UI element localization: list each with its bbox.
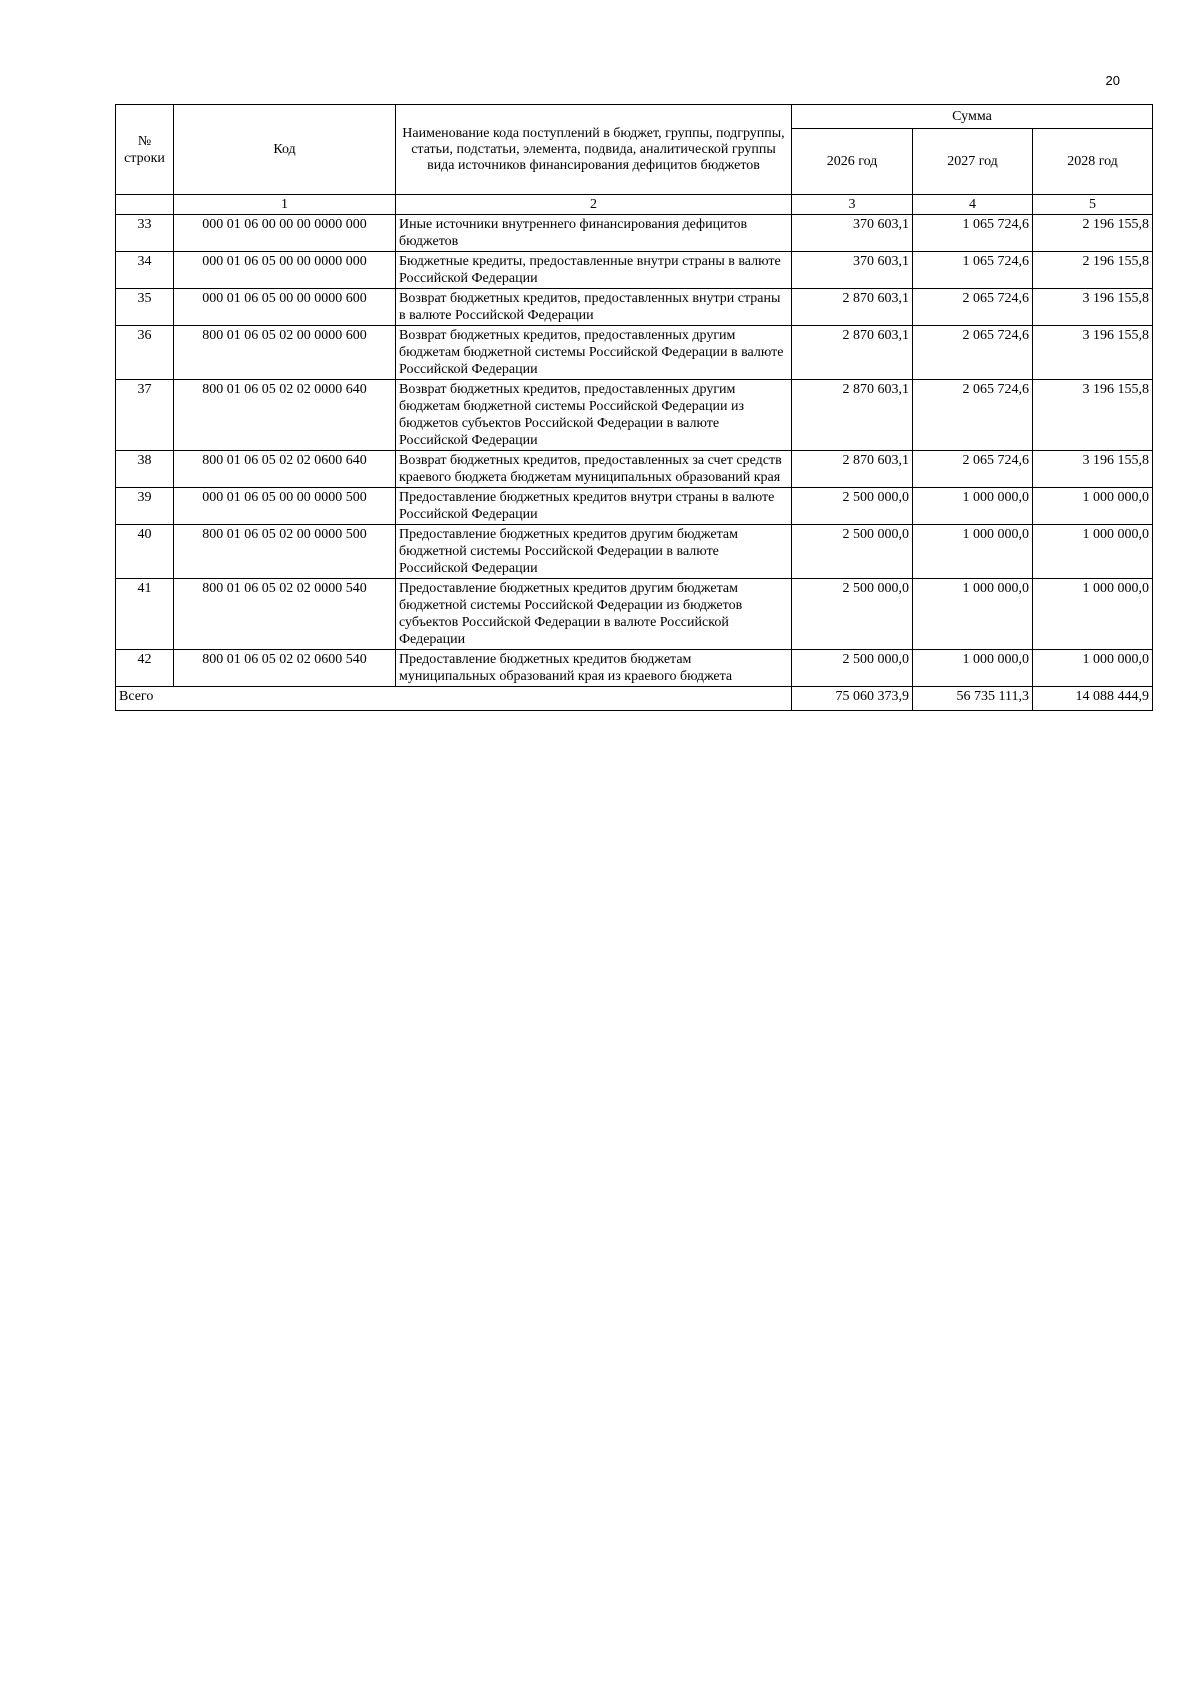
column-number: 3: [792, 195, 913, 215]
row-amount-2027: 2 065 724,6: [913, 380, 1033, 451]
row-amount-2028: 3 196 155,8: [1033, 289, 1153, 326]
row-name: Возврат бюджетных кредитов, предоставленных внутри страны в валюте Российской Федерации: [396, 289, 792, 326]
row-amount-2028: 2 196 155,8: [1033, 215, 1153, 252]
table-row: [116, 289, 1153, 326]
row-amount-2027: 2 065 724,6: [913, 289, 1033, 326]
table-row: [116, 451, 1153, 488]
header-name: Наименование кода поступлений в бюджет, группы, подгруппы, статьи, подстатьи, элемента, подвида, аналитической группы вида источников финансирования дефицитов бюджетов: [396, 105, 792, 195]
row-code: 000 01 06 00 00 00 0000 000: [174, 215, 396, 252]
column-number: 5: [1033, 195, 1153, 215]
row-number: 39: [116, 488, 174, 525]
row-amount-2027: 1 000 000,0: [913, 525, 1033, 579]
row-name: Предоставление бюджетных кредитов бюджетам муниципальных образований края из краевого бюджета: [396, 650, 792, 687]
row-number: 35: [116, 289, 174, 326]
row-amount-2026: 2 500 000,0: [792, 525, 913, 579]
row-amount-2027: 1 065 724,6: [913, 252, 1033, 289]
row-number: 33: [116, 215, 174, 252]
row-amount-2026: 2 870 603,1: [792, 451, 913, 488]
row-code: 000 01 06 05 00 00 0000 500: [174, 488, 396, 525]
row-amount-2026: 2 500 000,0: [792, 650, 913, 687]
table-row: [116, 650, 1153, 687]
table-row: [116, 252, 1153, 289]
row-amount-2027: 1 065 724,6: [913, 215, 1033, 252]
row-amount-2027: 2 065 724,6: [913, 451, 1033, 488]
page-number: 20: [1105, 73, 1120, 88]
row-number: 40: [116, 525, 174, 579]
total-label: Всего: [116, 687, 792, 711]
row-number: 42: [116, 650, 174, 687]
row-number: 34: [116, 252, 174, 289]
row-code: 800 01 06 05 02 00 0000 600: [174, 326, 396, 380]
column-number-row: [116, 195, 1153, 215]
row-name: Возврат бюджетных кредитов, предоставленных за счет средств краевого бюджета бюджетам муниципальных образований края: [396, 451, 792, 488]
row-name: Предоставление бюджетных кредитов другим бюджетам бюджетной системы Российской Федерации в валюте Российской Федерации: [396, 525, 792, 579]
row-amount-2028: 3 196 155,8: [1033, 326, 1153, 380]
row-amount-2026: 2 500 000,0: [792, 488, 913, 525]
row-amount-2028: 3 196 155,8: [1033, 380, 1153, 451]
row-amount-2026: 2 500 000,0: [792, 579, 913, 650]
budget-sources-table: [115, 104, 1153, 711]
row-code: 000 01 06 05 00 00 0000 600: [174, 289, 396, 326]
column-number: 2: [396, 195, 792, 215]
row-amount-2028: 1 000 000,0: [1033, 650, 1153, 687]
header-sum: Сумма: [792, 105, 1153, 129]
table-row: [116, 579, 1153, 650]
header-year-2028: 2028 год: [1033, 129, 1153, 195]
row-number: 38: [116, 451, 174, 488]
table-row: [116, 525, 1153, 579]
row-amount-2026: 2 870 603,1: [792, 326, 913, 380]
row-name: Предоставление бюджетных кредитов другим бюджетам бюджетной системы Российской Федерации из бюджетов субъектов Российской Федерации в валюте Российской Федерации: [396, 579, 792, 650]
table-row: [116, 380, 1153, 451]
total-2028: 14 088 444,9: [1033, 687, 1153, 711]
total-2027: 56 735 111,3: [913, 687, 1033, 711]
column-number: 1: [174, 195, 396, 215]
row-number: 41: [116, 579, 174, 650]
header-year-2026: 2026 год: [792, 129, 913, 195]
row-code: 000 01 06 05 00 00 0000 000: [174, 252, 396, 289]
row-amount-2027: 1 000 000,0: [913, 488, 1033, 525]
row-number: 37: [116, 380, 174, 451]
row-amount-2028: 1 000 000,0: [1033, 579, 1153, 650]
row-code: 800 01 06 05 02 02 0600 640: [174, 451, 396, 488]
table-row: [116, 326, 1153, 380]
row-amount-2028: 2 196 155,8: [1033, 252, 1153, 289]
row-name: Предоставление бюджетных кредитов внутри страны в валюте Российской Федерации: [396, 488, 792, 525]
table-row: [116, 215, 1153, 252]
column-number: 4: [913, 195, 1033, 215]
row-amount-2028: 1 000 000,0: [1033, 488, 1153, 525]
total-2026: 75 060 373,9: [792, 687, 913, 711]
row-name: Возврат бюджетных кредитов, предоставленных другим бюджетам бюджетной системы Российской Федерации в валюте Российской Федерации: [396, 326, 792, 380]
column-number-empty: [116, 195, 174, 215]
row-amount-2026: 2 870 603,1: [792, 289, 913, 326]
row-amount-2027: 2 065 724,6: [913, 326, 1033, 380]
row-amount-2026: 370 603,1: [792, 215, 913, 252]
row-code: 800 01 06 05 02 02 0000 640: [174, 380, 396, 451]
row-amount-2026: 2 870 603,1: [792, 380, 913, 451]
total-row: [116, 687, 1153, 711]
row-amount-2028: 1 000 000,0: [1033, 525, 1153, 579]
row-amount-2028: 3 196 155,8: [1033, 451, 1153, 488]
row-code: 800 01 06 05 02 00 0000 500: [174, 525, 396, 579]
header-year-2027: 2027 год: [913, 129, 1033, 195]
row-code: 800 01 06 05 02 02 0600 540: [174, 650, 396, 687]
row-number: 36: [116, 326, 174, 380]
header-code: Код: [174, 105, 396, 195]
row-name: Возврат бюджетных кредитов, предоставленных другим бюджетам бюджетной системы Российской Федерации из бюджетов субъектов Российской Федерации в валюте Российской Федерации: [396, 380, 792, 451]
row-name: Бюджетные кредиты, предоставленные внутри страны в валюте Российской Федерации: [396, 252, 792, 289]
header-row-number: № строки: [116, 105, 174, 195]
row-amount-2027: 1 000 000,0: [913, 650, 1033, 687]
table-row: [116, 488, 1153, 525]
row-amount-2027: 1 000 000,0: [913, 579, 1033, 650]
row-code: 800 01 06 05 02 02 0000 540: [174, 579, 396, 650]
row-name: Иные источники внутреннего финансирования дефицитов бюджетов: [396, 215, 792, 252]
row-amount-2026: 370 603,1: [792, 252, 913, 289]
